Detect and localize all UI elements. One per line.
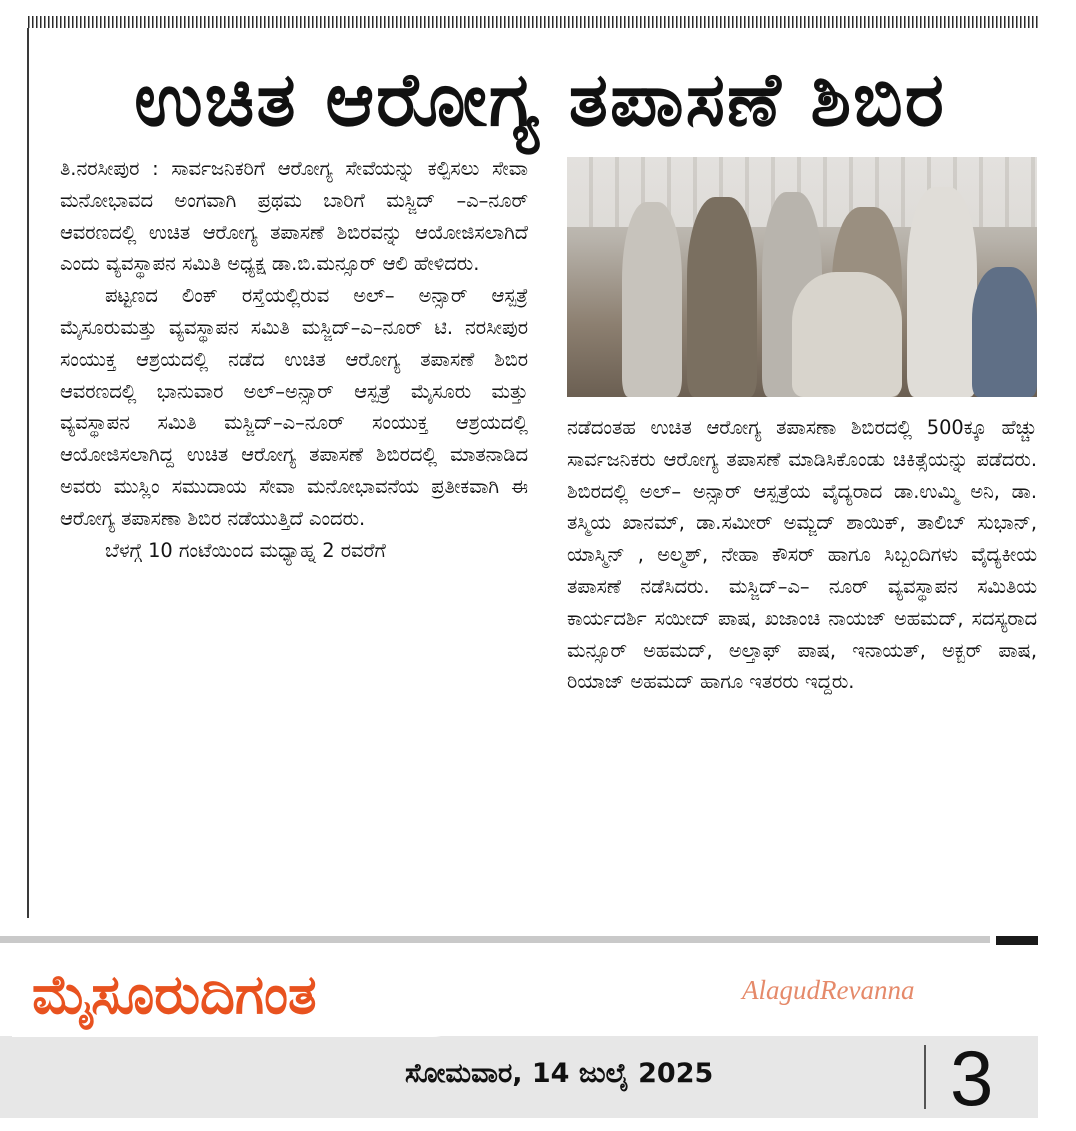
left-column-rule (27, 28, 29, 918)
photo-credit: AlagudRevanna (742, 975, 915, 1005)
issue-date: ಸೋಮವಾರ, 14 ಜುಲೈ 2025 (405, 1058, 714, 1089)
article-paragraph: ತಿ.ನರಸೀಪುರ : ಸಾರ್ವಜನಿಕರಿಗೆ ಆರೋಗ್ಯ ಸೇವೆಯನ್ನು ಕಲ್ಪಿಸಲು ಸೇವಾ ಮನೋಭಾವದ ಅಂಗವಾಗಿ ಪ್ರಥಮ ಬಾರಿಗೆ ಮಸ್ಜಿದ್ –ಎ–ನೂರ್ ಆವರಣದಲ್ಲಿ ಉಚಿತ ಆರೋಗ್ಯ ತಪಾಸಣೆ ಶಿಬಿರವನ್ನು ಆಯೋಜಿಸಲಾಗಿದೆ ಎಂದು ವ್ಯವಸ್ಥಾಪನ ಸಮಿತಿ ಅಧ್ಯಕ್ಷ ಡಾ.ಬಿ.ಮನ್ಸೂರ್ ಆಲಿ ಹೇಳಿದರು. (60, 157, 528, 276)
footer-divider-dark (996, 936, 1038, 945)
headline: ಉಚಿತ ಆರೋಗ್ಯ ತಪಾಸಣೆ ಶಿಬಿರ (134, 57, 946, 143)
page-number-divider (924, 1045, 926, 1109)
article-column-left (60, 153, 528, 566)
news-photo (567, 157, 1037, 397)
article-paragraph: ನಡೆದಂತಹ ಉಚಿತ ಆರೋಗ್ಯ ತಪಾಸಣಾ ಶಿಬಿರದಲ್ಲಿ 500ಕ್ಕೂ ಹೆಚ್ಚು ಸಾರ್ವಜನಿಕರು ಆರೋಗ್ಯ ತಪಾಸಣೆ ಮಾಡಿಸಿಕೊಂಡು ಚಿಕಿತ್ಸೆಯನ್ನು ಪಡೆದರು. ಶಿಬಿರದಲ್ಲಿ ಅಲ್– ಅನ್ಸಾರ್ ಆಸ್ಪತ್ರೆಯ ವೈದ್ಯರಾದ ಡಾ.ಉಮ್ಮಿ ಅನಿ, ಡಾ. ತಸ್ಮಿಯ ಖಾನಮ್, ಡಾ.ಸಮೀರ್ ಅಮ್ಜದ್ ಶಾಯಿಕ್, ತಾಲಿಬ್ ಸುಭಾನ್, ಯಾಸ್ಮಿನ್ , ಅಲ್ಮಶ್, ನೇಹಾ ಕೌಸರ್ ಹಾಗೂ ಸಿಬ್ಬಂದಿಗಳು ವೈದ್ಯಕೀಯ ತಪಾಸಣೆ ನಡೆಸಿದರು. ಮಸ್ಜಿದ್–ಎ– ನೂರ್ ವ್ಯವಸ್ಥಾಪನ ಸಮಿತಿಯ ಕಾರ್ಯದರ್ಶಿ ಸಯೀದ್ ಪಾಷ, ಖಜಾಂಚಿ ನಾಯಜ್ ಅಹಮದ್, ಸದಸ್ಯರಾದ ಮನ್ಸೂರ್ ಅಹಮದ್, ಅಲ್ತಾಫ್ ಪಾಷ, ಇನಾಯತ್, ಅಕ್ಬರ್ ಪಾಷ, ರಿಯಾಜ್ ಅಹಮದ್ ಹಾಗೂ ಇತರರು ಇದ್ದರು. (567, 416, 1037, 694)
article-paragraph: ಪಟ್ಟಣದ ಲಿಂಕ್ ರಸ್ತೆಯಲ್ಲಿರುವ ಅಲ್– ಅನ್ಸಾರ್ ಆಸ್ಪತ್ರೆ ಮೈಸೂರುಮತ್ತು ವ್ಯವಸ್ಥಾಪನ ಸಮಿತಿ ಮಸ್ಜಿದ್–ಎ–ನೂರ್ ಟಿ. ನರಸೀಪುರ ಸಂಯುಕ್ತ ಆಶ್ರಯದಲ್ಲಿ ನಡೆದ ಉಚಿತ ಆರೋಗ್ಯ ತಪಾಸಣೆ ಶಿಬಿರ ಆವರಣದಲ್ಲಿ ಭಾನುವಾರ ಅಲ್–ಅನ್ಸಾರ್ ಆಸ್ಪತ್ರೆ ಮೈಸೂರು ಮತ್ತು ವ್ಯವಸ್ಥಾಪನ ಸಮಿತಿ ಮಸ್ಜಿದ್–ಎ–ನೂರ್ ಸಂಯುಕ್ತ ಆಶ್ರಯದಲ್ಲಿ ಆಯೋಜಿಸಲಾಗಿದ್ದ ಉಚಿತ ಆರೋಗ್ಯ ತಪಾಸಣೆ ಶಿಬಿರದಲ್ಲಿ ಮಾತನಾಡಿದ ಅವರು ಮುಸ್ಲಿಂ ಸಮುದಾಯ ಸೇವಾ ಮನೋಭಾವನೆಯ ಪ್ರತೀಕವಾಗಿ ಈ ಆರೋಗ್ಯ ತಪಾಸಣಾ ಶಿಬಿರ ನಡೆಯುತ್ತಿದೆ ಎಂದರು. (60, 284, 528, 530)
footer-divider (0, 936, 990, 943)
top-dotted-rule (28, 16, 1038, 28)
article-paragraph: ಬೆಳಗ್ಗೆ 10 ಗಂಟೆಯಿಂದ ಮಧ್ಯಾಹ್ನ 2 ರವರೆಗೆ (105, 538, 386, 562)
brand-logo: ಮೈಸೂರುದಿಗಂತ (32, 963, 317, 1026)
page-number: 3 (950, 1034, 994, 1122)
article-column-right (567, 412, 1037, 698)
